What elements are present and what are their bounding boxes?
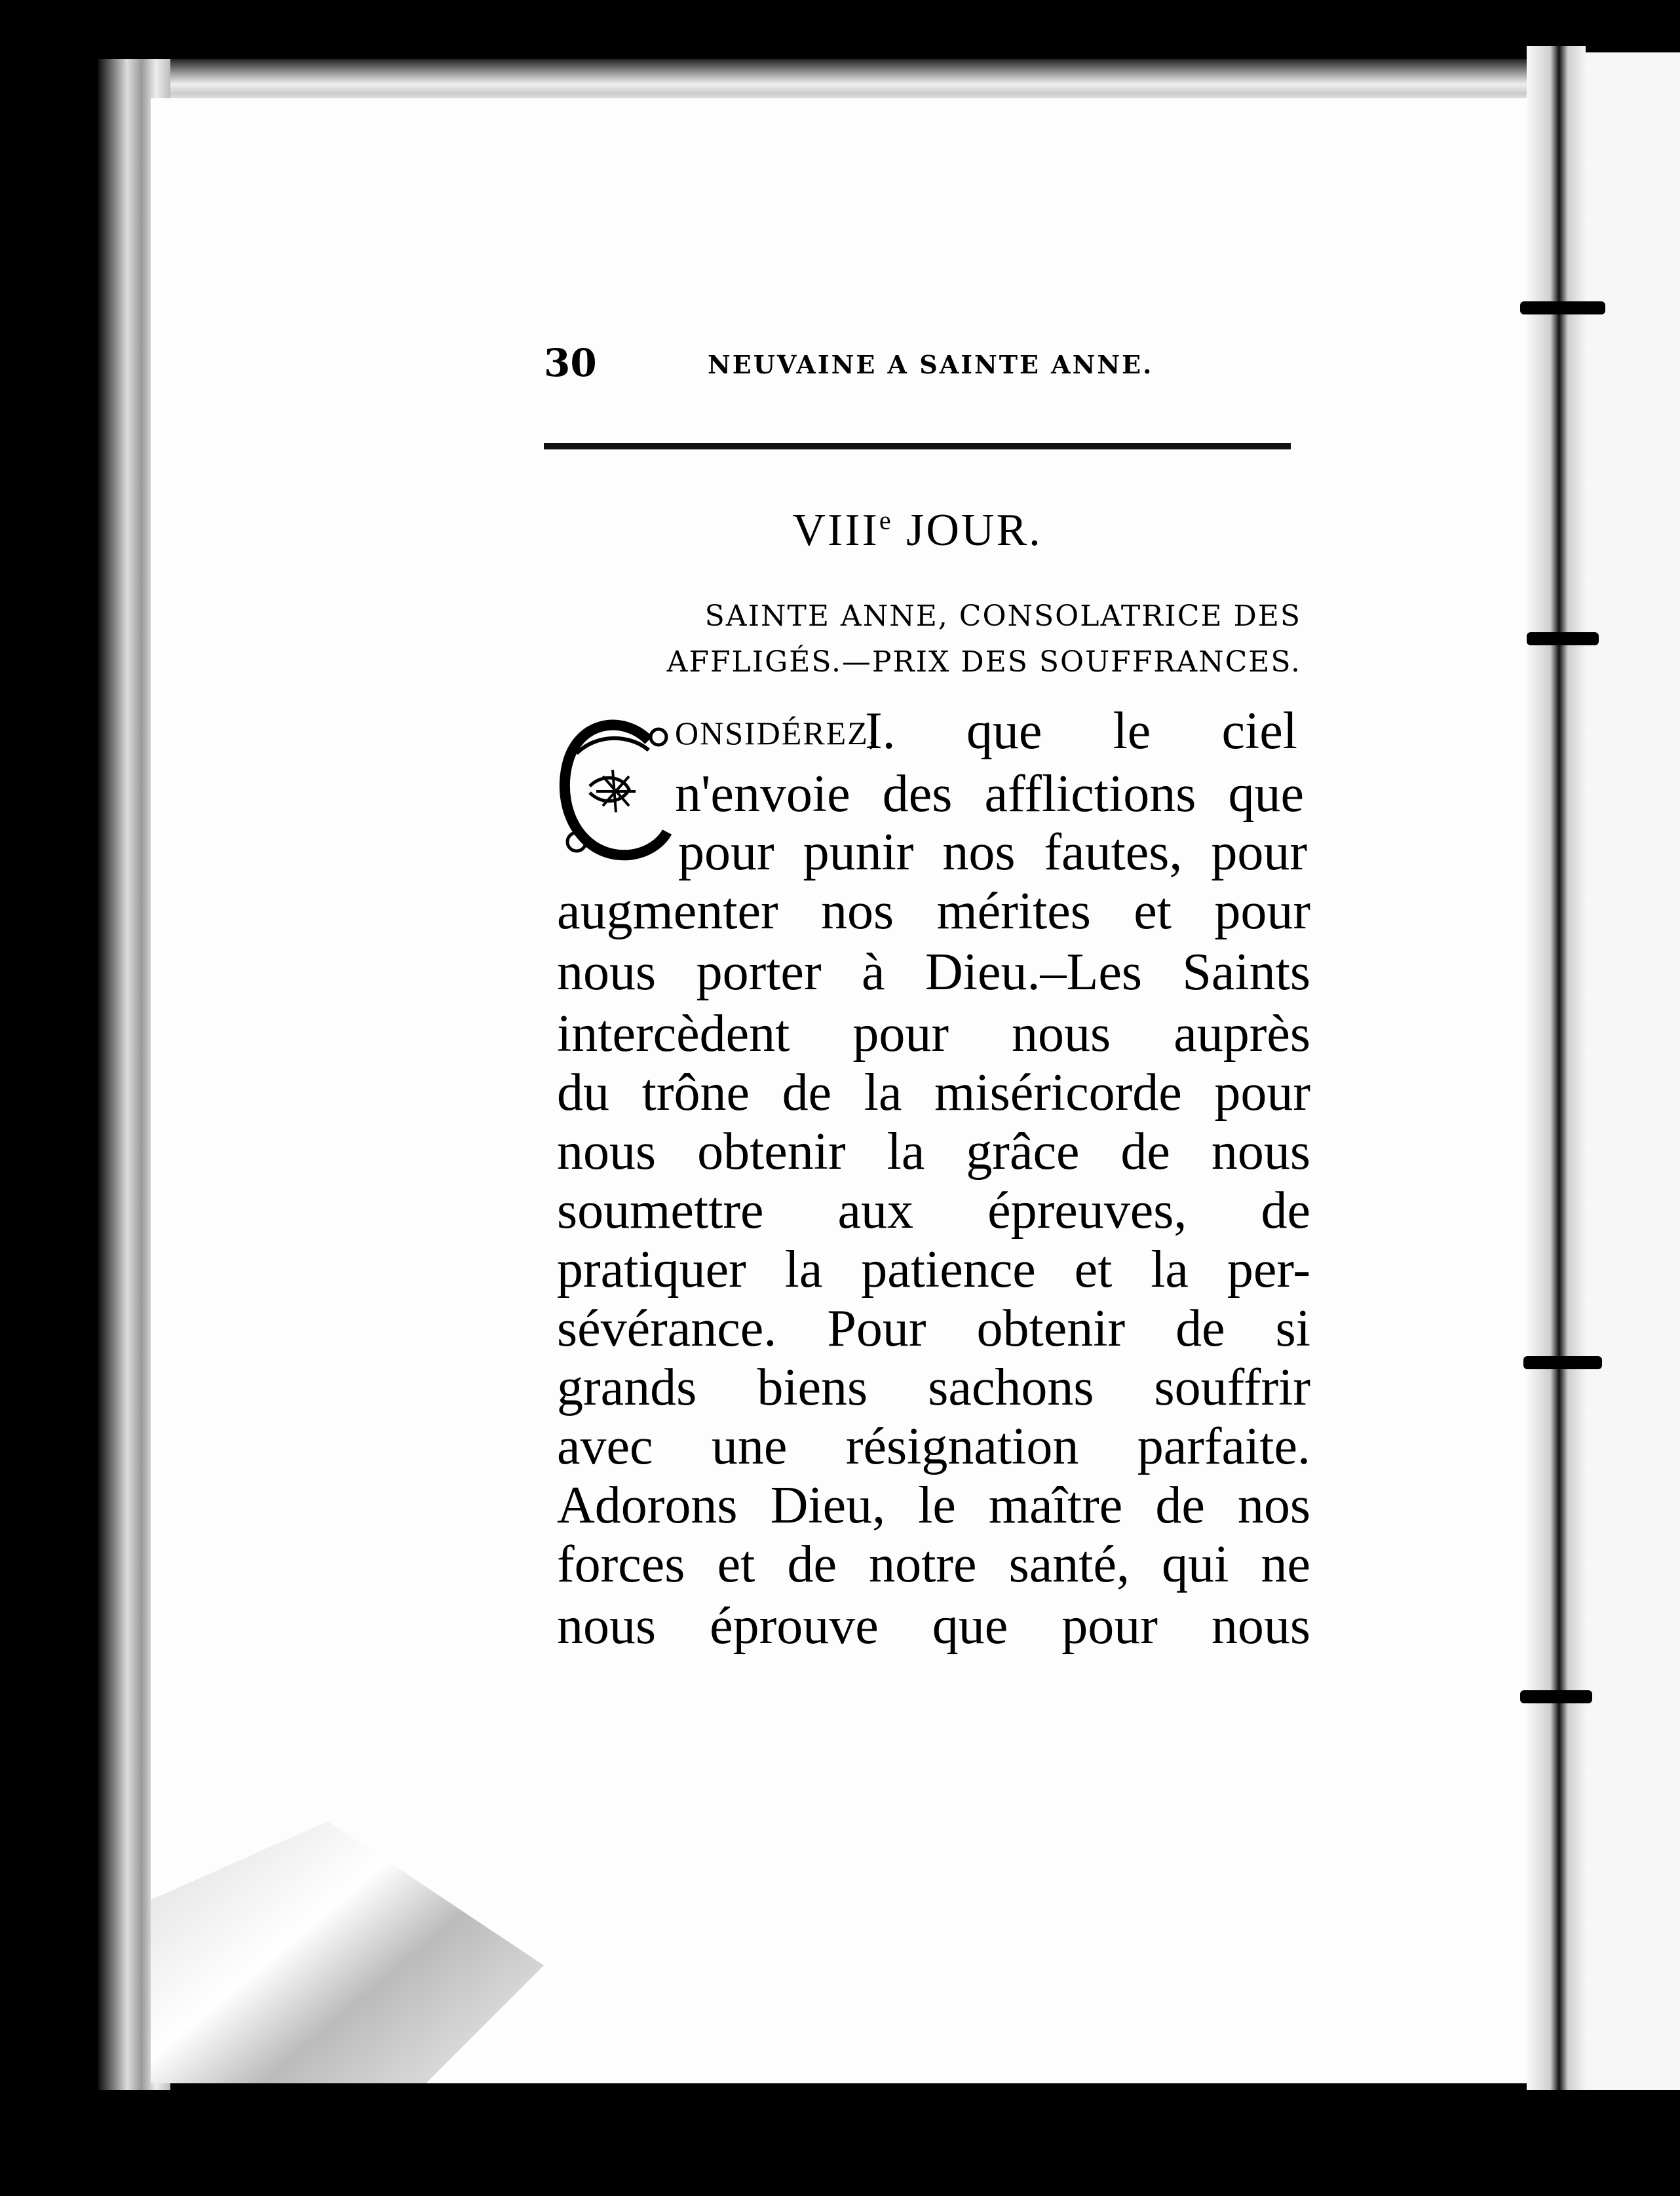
body-line: avec une résignation parfaite. (557, 1418, 1310, 1475)
binding-stitch (1520, 1690, 1592, 1703)
subtitle-line-2: AFFLIGÉS.—PRIX DES SOUFFRANCES. (666, 645, 1301, 679)
body-line: intercèdent pour nous auprès (557, 1005, 1310, 1063)
subtitle-line-1: SAINTE ANNE, CONSOLATRICE DES (704, 599, 1301, 633)
body-line: sévérance. Pour obtenir de si (557, 1300, 1310, 1357)
binding-stitch (1523, 1356, 1602, 1369)
body-line: pour punir nos fautes, pour (678, 824, 1307, 881)
day-heading-superscript: e (879, 505, 893, 535)
body-line: nous porter à Dieu.–Les Saints (557, 943, 1310, 1001)
body-line: n'envoie des afflictions que (675, 765, 1304, 823)
body-line: augmenter nos mérites et pour (557, 882, 1310, 940)
body-line: du trône de la miséricorde pour (557, 1064, 1310, 1122)
body-line: grands biens sachons souffrir (557, 1359, 1310, 1416)
body-line: nous éprouve que pour nous (557, 1597, 1310, 1655)
body-line: nous obtenir la grâce de nous (557, 1123, 1310, 1181)
body-line: Adorons Dieu, le maître de nos (557, 1477, 1310, 1534)
facing-page-edge (1586, 52, 1680, 2090)
page-number: 30 (544, 341, 597, 385)
body-line: soumettre aux épreuves, de (557, 1182, 1310, 1240)
day-heading-word: JOUR. (892, 505, 1042, 556)
body-line: pratiquer la patience et la per- (557, 1241, 1310, 1298)
binding-stitch (1527, 632, 1599, 645)
day-heading-numeral: VIII (792, 505, 879, 556)
book-gutter (1527, 46, 1586, 2090)
running-title: NEUVAINE A SAINTE ANNE. (708, 350, 1154, 379)
ornamental-dropcap-icon (550, 714, 675, 871)
running-head (544, 341, 1297, 393)
day-heading (544, 504, 1291, 557)
binding-stitch (1520, 301, 1605, 314)
body-line: forces et de notre santé, qui ne (557, 1536, 1310, 1593)
header-rule (544, 443, 1291, 449)
lead-smallcaps: ONSIDÉREZ, (675, 715, 879, 751)
body-line: I. que le ciel (865, 702, 1297, 760)
section-subtitle (548, 594, 1301, 685)
